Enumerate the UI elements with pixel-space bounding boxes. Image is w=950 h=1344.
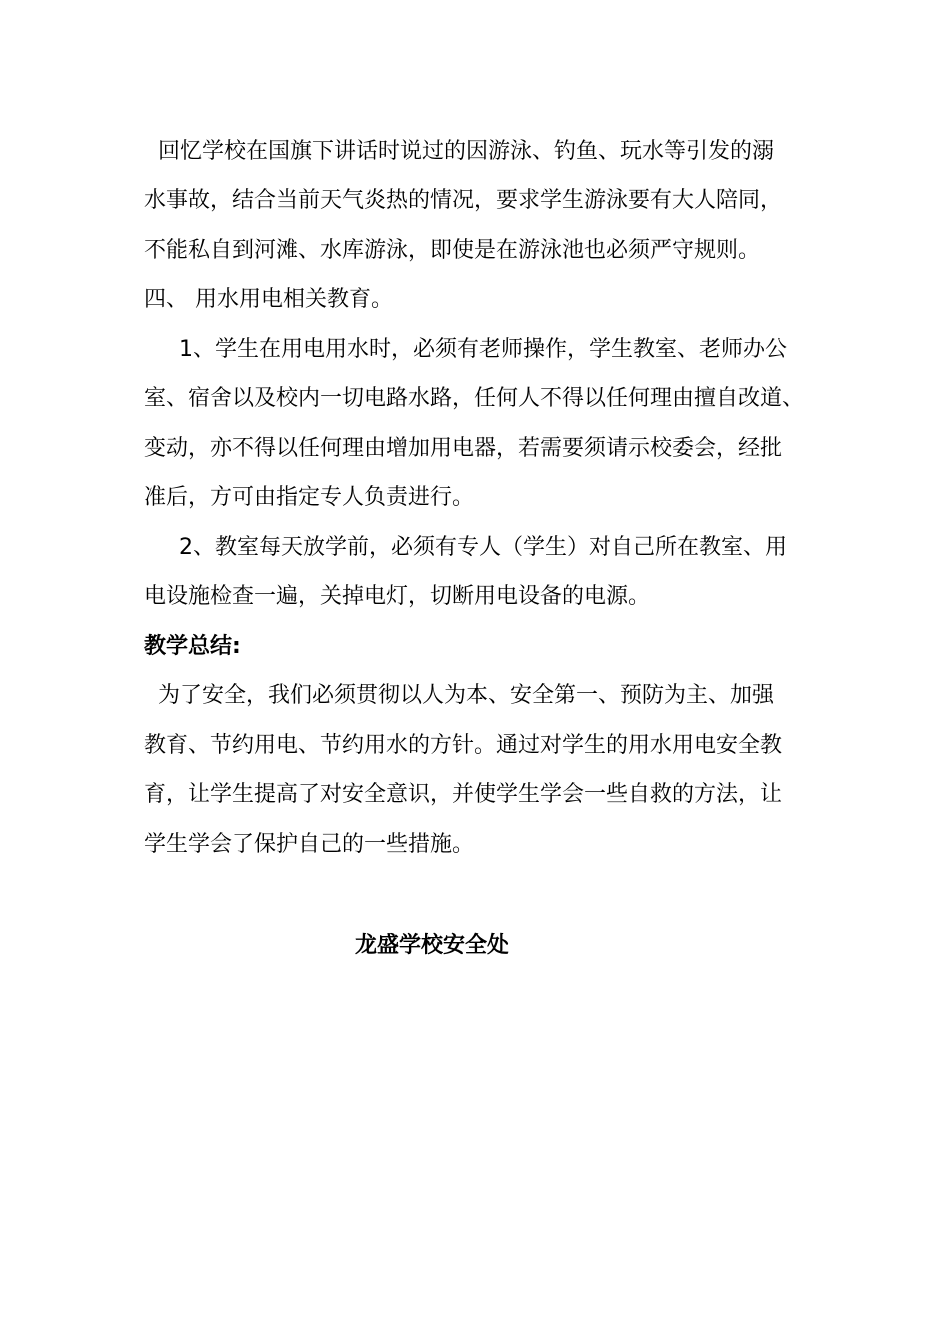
section-heading-water-electricity: 四、 用水用电相关教育。	[144, 287, 393, 312]
paragraph-drowning-line-1: 回忆学校在国旗下讲话时说过的因游泳、钓鱼、玩水等引发的溺	[144, 139, 774, 164]
item-2-line-1: 2、教室每天放学前，必须有专人（学生）对自己所在教室、用	[144, 535, 787, 560]
item-1-line-4: 准后，方可由指定专人负责进行。	[144, 485, 475, 510]
summary-line-4: 学生学会了保护自己的一些措施。	[144, 832, 475, 857]
paragraph-drowning-line-3: 不能私自到河滩、水库游泳，即使是在游泳池也必须严守规则。	[144, 238, 761, 263]
paragraph-drowning-line-2: 水事故，结合当前天气炎热的情况，要求学生游泳要有大人陪同，	[144, 188, 783, 213]
signature-office: 龙盛学校安全处	[355, 933, 510, 958]
item-1-line-3: 变动，亦不得以任何理由增加用电器，若需要须请示校委会，经批	[144, 436, 783, 461]
summary-line-3: 育，让学生提高了对安全意识，并使学生学会一些自救的方法，让	[144, 782, 783, 807]
summary-line-2: 教育、节约用电、节约用水的方针。通过对学生的用水用电安全教	[144, 733, 783, 758]
item-1-line-1: 1、学生在用电用水时，必须有老师操作，学生教室、老师办公	[144, 337, 787, 362]
teaching-summary-heading: 教学总结:	[144, 634, 241, 659]
item-1-line-2: 室、宿舍以及校内一切电路水路，任何人不得以任何理由擅自改道、	[144, 386, 805, 411]
summary-line-1: 为了安全，我们必须贯彻以人为本、安全第一、预防为主、加强	[144, 683, 774, 708]
item-2-line-2: 电设施检查一遍，关掉电灯，切断用电设备的电源。	[144, 584, 651, 609]
